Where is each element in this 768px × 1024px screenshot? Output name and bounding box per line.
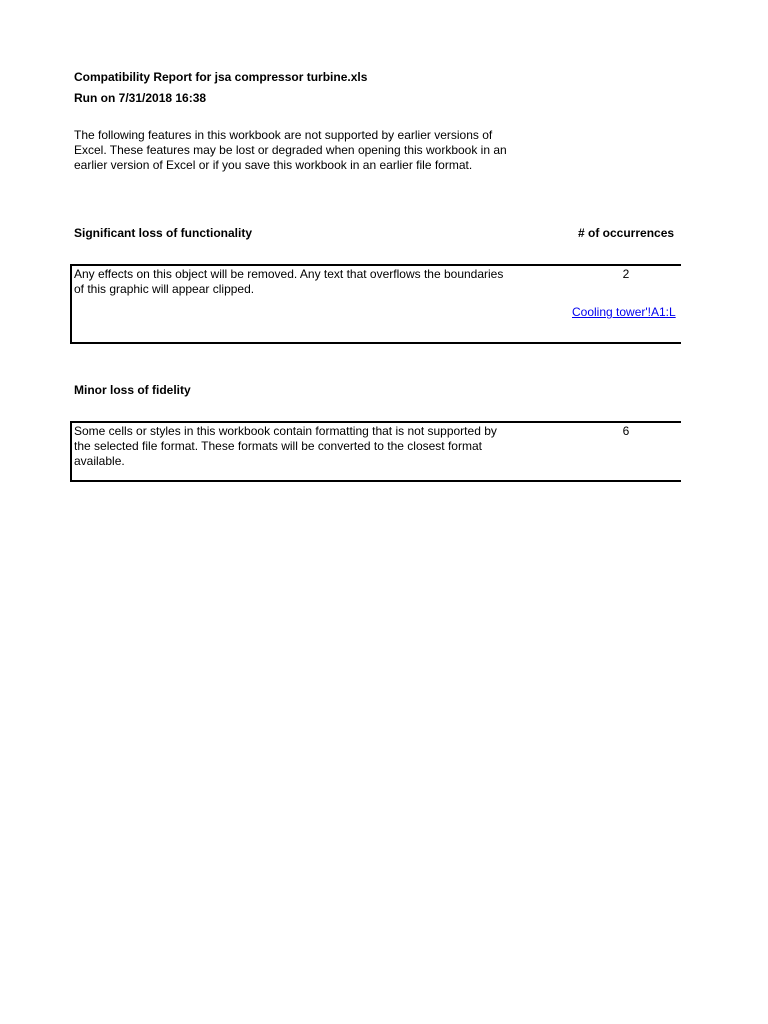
run-date: Run on 7/31/2018 16:38: [74, 91, 207, 105]
minor-issue-text: Some cells or styles in this workbook contain formatting that is not supported by the selected file format. These formats will be converted to the closest format available.: [74, 424, 497, 468]
minor-heading: Minor loss of fidelity: [74, 383, 191, 397]
minor-issue-box: [70, 421, 681, 482]
report-title: Compatibility Report for jsa compressor turbine.xls: [74, 70, 368, 84]
significant-heading: Significant loss of functionality: [74, 226, 253, 240]
significant-issue-text: Any effects on this object will be removed. Any text that overflows the boundaries of this graphic will appear clipped.: [74, 267, 504, 296]
significant-issue-count: 2: [622, 267, 630, 281]
minor-issue-count: 6: [622, 424, 630, 438]
intro-paragraph: The following features in this workbook are not supported by earlier versions of Excel. These features may be lost or degraded when opening this workbook in an earlier version of Excel or if you save this workbook in an earlier file format.: [74, 128, 507, 172]
cell-reference-link[interactable]: Cooling tower'!A1:L: [572, 305, 676, 319]
significant-issue-box: [70, 264, 681, 344]
occurrences-header: # of occurrences: [578, 226, 675, 240]
